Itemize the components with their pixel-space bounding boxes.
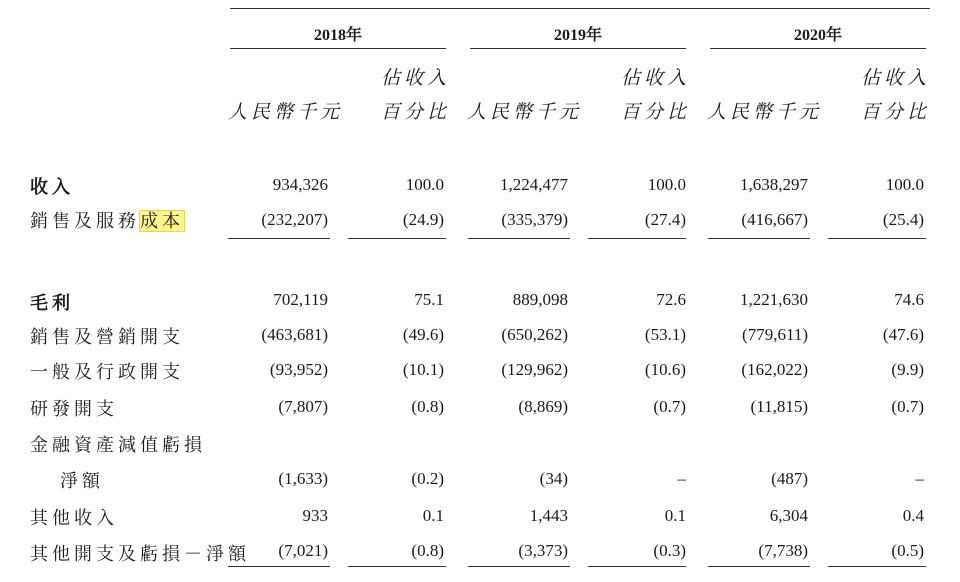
cell-selling-2020-amount: (779,611) <box>742 325 808 344</box>
bottom-rule-2019-pct <box>588 566 686 567</box>
row-label-selling-expenses: 銷售及營銷開支 <box>30 327 184 347</box>
subtotal-rule-2018-amount <box>228 238 330 239</box>
cell-other-income-2020-amount: 6,304 <box>769 506 808 525</box>
cell-admin-2020-amount: (162,022) <box>741 360 808 379</box>
cell-gross-2019-pct: 72.6 <box>656 290 686 309</box>
cell-gross-2019-amount: 889,098 <box>512 290 568 309</box>
subheader-percent-2020-l1: 佔收入 <box>860 68 930 89</box>
year-underline-2019 <box>470 48 686 49</box>
row-label-other-income: 其他收入 <box>30 508 118 528</box>
cell-other-exp-2018-pct: (0.8) <box>411 541 444 560</box>
year-header-2020: 2020年 <box>793 27 842 44</box>
cell-selling-2018-pct: (49.6) <box>402 325 444 344</box>
row-label-other-expenses: 其他開支及虧損－淨額 <box>30 544 250 564</box>
cell-other-income-2019-amount: 1,443 <box>529 506 568 525</box>
cell-revenue-2018-amount: 934,326 <box>272 175 328 194</box>
subheader-percent-2018-l1: 佔收入 <box>380 68 450 89</box>
row-label-cost-of-sales <box>30 207 184 233</box>
cell-impairment-2019-amount: (34) <box>539 469 568 488</box>
cell-admin-2019-amount: (129,962) <box>501 360 568 379</box>
cell-other-income-2020-pct: 0.4 <box>902 506 924 525</box>
subheader-currency-2019: 人民幣千元 <box>467 102 583 123</box>
cell-gross-2018-amount: 702,119 <box>273 290 328 309</box>
cell-rnd-2020-amount: (11,815) <box>750 397 808 416</box>
cell-rnd-2019-pct: (0.7) <box>653 397 686 416</box>
cell-admin-2020-pct: (9.9) <box>891 360 924 379</box>
cell-cost-2019-amount: (335,379) <box>501 210 568 229</box>
cell-admin-2018-amount: (93,952) <box>269 360 328 379</box>
cell-impairment-2019-pct: – <box>677 469 686 488</box>
cell-other-income-2018-pct: 0.1 <box>422 506 444 525</box>
bottom-rule-2018-pct <box>348 566 446 567</box>
cell-selling-2020-pct: (47.6) <box>882 325 924 344</box>
cell-impairment-2020-pct: – <box>915 469 924 488</box>
cell-other-exp-2020-amount: (7,738) <box>758 541 808 560</box>
row-label-revenue: 收入 <box>30 177 74 197</box>
header-top-rule <box>230 8 930 9</box>
cell-gross-2020-amount: 1,221,630 <box>740 290 808 309</box>
cell-other-exp-2018-amount: (7,021) <box>278 541 328 560</box>
cell-cost-2019-pct: (27.4) <box>644 210 686 229</box>
subheader-percent-2019-l1: 佔收入 <box>620 68 690 89</box>
bottom-rule-2020-pct <box>828 566 926 567</box>
highlighted-text: 成本 <box>140 211 184 231</box>
cell-revenue-2020-pct: 100.0 <box>885 175 924 194</box>
cell-selling-2019-amount: (650,262) <box>501 325 568 344</box>
cell-cost-2020-pct: (25.4) <box>882 210 924 229</box>
row-label-admin-expenses: 一般及行政開支 <box>30 362 184 382</box>
row-label-impairment: 金融資產減值虧損 <box>30 435 206 455</box>
cell-admin-2019-pct: (10.6) <box>644 360 686 379</box>
subheader-percent-2019-l2: 百分比 <box>620 102 690 123</box>
cell-revenue-2018-pct: 100.0 <box>405 175 444 194</box>
year-underline-2018 <box>230 48 446 49</box>
cell-rnd-2019-amount: (8,869) <box>518 397 568 416</box>
bottom-rule-2018-amount <box>228 566 330 567</box>
cell-selling-2018-amount: (463,681) <box>261 325 328 344</box>
cell-cost-2018-amount: (232,207) <box>261 210 328 229</box>
cell-other-exp-2019-pct: (0.3) <box>653 541 686 560</box>
subtotal-rule-2020-pct <box>828 238 926 239</box>
subheader-currency-2018: 人民幣千元 <box>228 102 344 123</box>
row-label-cost-of-sales-main: 銷售及服務 <box>30 211 140 231</box>
cell-other-exp-2019-amount: (3,373) <box>518 541 568 560</box>
year-header-2018: 2018年 <box>313 27 362 44</box>
subtotal-rule-2020-amount <box>708 238 810 239</box>
subheader-percent-2020-l2: 百分比 <box>860 102 930 123</box>
row-label-gross-profit: 毛利 <box>30 293 74 313</box>
cell-gross-2018-pct: 75.1 <box>414 290 444 309</box>
cell-revenue-2019-amount: 1,224,477 <box>500 175 568 194</box>
cell-cost-2018-pct: (24.9) <box>402 210 444 229</box>
bottom-rule-2019-amount <box>468 566 570 567</box>
cell-gross-2020-pct: 74.6 <box>894 290 924 309</box>
cell-other-exp-2020-pct: (0.5) <box>891 541 924 560</box>
year-underline-2020 <box>710 48 926 49</box>
subheader-currency-2020: 人民幣千元 <box>707 102 823 123</box>
cell-cost-2020-amount: (416,667) <box>741 210 808 229</box>
cell-revenue-2020-amount: 1,638,297 <box>740 175 808 194</box>
subtotal-rule-2019-amount <box>468 238 570 239</box>
subheader-percent-2018-l2: 百分比 <box>380 102 450 123</box>
cell-other-income-2019-pct: 0.1 <box>664 506 686 525</box>
cell-admin-2018-pct: (10.1) <box>402 360 444 379</box>
cell-rnd-2020-pct: (0.7) <box>891 397 924 416</box>
cell-impairment-2018-amount: (1,633) <box>278 469 328 488</box>
cell-selling-2019-pct: (53.1) <box>644 325 686 344</box>
cell-other-income-2018-amount: 933 <box>302 506 328 525</box>
subtotal-rule-2018-pct <box>348 238 446 239</box>
cell-impairment-2018-pct: (0.2) <box>411 469 444 488</box>
cell-revenue-2019-pct: 100.0 <box>647 175 686 194</box>
cell-rnd-2018-amount: (7,807) <box>278 397 328 416</box>
row-label-rnd-expenses: 研發開支 <box>30 399 118 419</box>
year-header-2019: 2019年 <box>553 27 602 44</box>
bottom-rule-2020-amount <box>708 566 810 567</box>
cell-rnd-2018-pct: (0.8) <box>411 397 444 416</box>
cell-impairment-2020-amount: (487) <box>771 469 808 488</box>
subtotal-rule-2019-pct <box>588 238 686 239</box>
row-label-impairment-net: 淨額 <box>60 471 104 491</box>
